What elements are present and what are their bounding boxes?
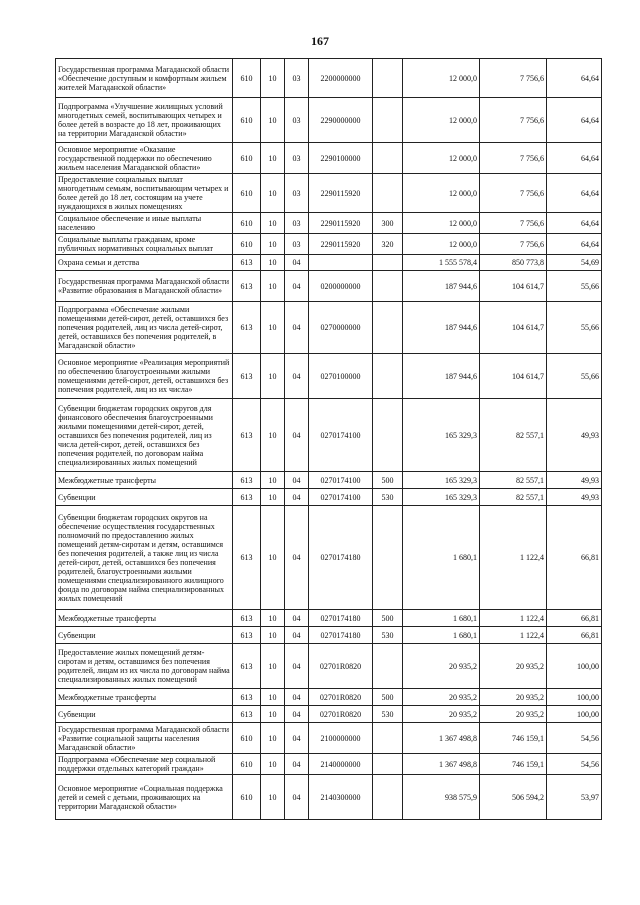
row-section: 10 [261,627,285,644]
row-admin-code: 613 [233,706,261,723]
row-section: 10 [261,213,285,234]
row-expense-type [373,98,403,143]
row-subsection: 04 [285,689,309,706]
row-execution-percent: 55,66 [547,354,602,399]
row-target-article: 02701R0820 [309,644,373,689]
row-expense-type: 320 [373,234,403,255]
row-target-article: 2290115920 [309,174,373,213]
row-execution-percent: 64,64 [547,234,602,255]
row-expense-type [373,302,403,354]
row-admin-code: 613 [233,354,261,399]
row-section: 10 [261,271,285,302]
row-planned-amount: 165 329,3 [403,472,480,489]
row-expense-type [373,399,403,472]
row-admin-code: 610 [233,723,261,754]
row-subsection: 04 [285,302,309,354]
row-subsection: 03 [285,234,309,255]
row-executed-amount: 7 756,6 [480,213,547,234]
row-subsection: 03 [285,213,309,234]
table-row [56,98,602,143]
row-execution-percent: 64,64 [547,174,602,213]
row-subsection: 04 [285,506,309,610]
row-section: 10 [261,98,285,143]
row-admin-code: 610 [233,98,261,143]
row-execution-percent: 64,64 [547,213,602,234]
row-name: Государственная программа Магаданской области «Обеспечение доступным и комфортным жильем жителей Магаданской области» [56,59,233,98]
row-subsection: 04 [285,627,309,644]
row-executed-amount: 104 614,7 [480,354,547,399]
row-subsection: 04 [285,271,309,302]
row-planned-amount: 187 944,6 [403,354,480,399]
row-name: Государственная программа Магаданской области «Развитие образования в Магаданской области» [56,271,233,302]
row-name: Межбюджетные трансферты [56,610,233,627]
row-planned-amount: 165 329,3 [403,399,480,472]
row-expense-type: 530 [373,489,403,506]
row-executed-amount: 850 773,8 [480,255,547,271]
row-execution-percent: 53,97 [547,775,602,820]
row-target-article: 2290115920 [309,213,373,234]
row-target-article: 0270174180 [309,627,373,644]
row-executed-amount: 82 557,1 [480,399,547,472]
row-name: Основное мероприятие «Социальная поддержка детей и семей с детьми, проживающих на территории Магаданской области» [56,775,233,820]
row-expense-type [373,775,403,820]
row-execution-percent: 49,93 [547,399,602,472]
row-name: Межбюджетные трансферты [56,472,233,489]
row-executed-amount: 20 935,2 [480,689,547,706]
row-planned-amount: 12 000,0 [403,234,480,255]
table-row [56,399,602,472]
row-name: Субвенции [56,706,233,723]
row-target-article: 0270100000 [309,354,373,399]
page-number: 167 [311,34,329,48]
row-section: 10 [261,302,285,354]
row-planned-amount: 165 329,3 [403,489,480,506]
table-row [56,174,602,213]
row-execution-percent: 54,56 [547,754,602,775]
row-expense-type [373,354,403,399]
row-executed-amount: 746 159,1 [480,754,547,775]
table-row [56,271,602,302]
table-row [56,489,602,506]
row-subsection: 04 [285,775,309,820]
row-name: Охрана семьи и детства [56,255,233,271]
row-planned-amount: 1 680,1 [403,506,480,610]
row-executed-amount: 7 756,6 [480,174,547,213]
row-executed-amount: 1 122,4 [480,506,547,610]
row-subsection: 04 [285,754,309,775]
row-subsection: 04 [285,255,309,271]
row-expense-type: 500 [373,689,403,706]
row-subsection: 04 [285,472,309,489]
row-admin-code: 613 [233,302,261,354]
row-executed-amount: 1 122,4 [480,610,547,627]
row-expense-type [373,271,403,302]
table-row [56,644,602,689]
row-execution-percent: 54,56 [547,723,602,754]
row-planned-amount: 1 680,1 [403,627,480,644]
row-planned-amount: 12 000,0 [403,59,480,98]
row-subsection: 04 [285,644,309,689]
row-planned-amount: 1 367 498,8 [403,754,480,775]
row-planned-amount: 1 367 498,8 [403,723,480,754]
row-execution-percent: 100,00 [547,644,602,689]
row-expense-type [373,754,403,775]
row-execution-percent: 100,00 [547,706,602,723]
row-execution-percent: 66,81 [547,506,602,610]
row-admin-code: 613 [233,271,261,302]
row-expense-type [373,174,403,213]
row-name: Межбюджетные трансферты [56,689,233,706]
row-name: Подпрограмма «Обеспечение жилыми помещениями детей-сирот, детей, оставшихся без попечения родителей, лиц из числа детей-сирот, детей, оставшихся без попечения родителей, в Магаданской области» [56,302,233,354]
row-section: 10 [261,59,285,98]
row-execution-percent: 54,69 [547,255,602,271]
row-executed-amount: 104 614,7 [480,302,547,354]
row-admin-code: 613 [233,399,261,472]
row-execution-percent: 64,64 [547,59,602,98]
row-admin-code: 610 [233,174,261,213]
row-admin-code: 610 [233,213,261,234]
row-admin-code: 610 [233,754,261,775]
row-section: 10 [261,255,285,271]
row-executed-amount: 82 557,1 [480,472,547,489]
row-expense-type [373,59,403,98]
table-row [56,472,602,489]
row-executed-amount: 7 756,6 [480,234,547,255]
row-target-article: 2290000000 [309,98,373,143]
row-target-article: 0270174180 [309,610,373,627]
table-row [56,506,602,610]
row-admin-code: 613 [233,610,261,627]
row-target-article: 0200000000 [309,271,373,302]
row-section: 10 [261,354,285,399]
budget-table [55,58,602,820]
row-name: Основное мероприятие «Оказание государственной поддержки по обеспечению жильем населения Магаданской области» [56,143,233,174]
row-execution-percent: 66,81 [547,610,602,627]
row-admin-code: 613 [233,472,261,489]
table-row [56,627,602,644]
row-subsection: 03 [285,98,309,143]
row-executed-amount: 1 122,4 [480,627,547,644]
row-section: 10 [261,174,285,213]
row-target-article: 2140300000 [309,775,373,820]
row-target-article [309,255,373,271]
row-executed-amount: 20 935,2 [480,706,547,723]
row-subsection: 03 [285,174,309,213]
row-name: Субвенции [56,627,233,644]
row-section: 10 [261,689,285,706]
row-name: Социальные выплаты гражданам, кроме публичных нормативных социальных выплат [56,234,233,255]
row-planned-amount: 187 944,6 [403,302,480,354]
row-subsection: 04 [285,723,309,754]
row-section: 10 [261,489,285,506]
table-row [56,610,602,627]
row-planned-amount: 1 680,1 [403,610,480,627]
row-target-article: 2100000000 [309,723,373,754]
row-expense-type [373,506,403,610]
row-name: Подпрограмма «Улучшение жилищных условий многодетных семей, воспитывающих четырех и более детей в возрасте до 18 лет, проживающих на территории Магаданской области» [56,98,233,143]
row-executed-amount: 82 557,1 [480,489,547,506]
row-subsection: 04 [285,706,309,723]
row-admin-code: 613 [233,644,261,689]
row-expense-type [373,723,403,754]
table-row [56,723,602,754]
row-section: 10 [261,775,285,820]
table-row [56,689,602,706]
row-execution-percent: 55,66 [547,271,602,302]
row-target-article: 2290115920 [309,234,373,255]
row-subsection: 04 [285,399,309,472]
table-row [56,213,602,234]
table-row [56,354,602,399]
table-row [56,143,602,174]
row-executed-amount: 506 594,2 [480,775,547,820]
row-target-article: 0270174100 [309,489,373,506]
row-target-article: 02701R0820 [309,706,373,723]
row-name: Субвенции бюджетам городских округов на обеспечение осуществления государственных полномочий по предоставлению жилых помещений детям-сиротам и детям, оставшимся без попечения родителей, а также лиц из числа детей-сирот, детей, оставшихся без попечения родителей, благоустроенными жилыми помещениями специализированного жилищного фонда по договорам найма специализированных жилых помещений [56,506,233,610]
row-section: 10 [261,143,285,174]
row-executed-amount: 7 756,6 [480,98,547,143]
row-execution-percent: 49,93 [547,472,602,489]
table-row [56,255,602,271]
row-planned-amount: 938 575,9 [403,775,480,820]
row-admin-code: 610 [233,234,261,255]
row-planned-amount: 20 935,2 [403,644,480,689]
row-execution-percent: 55,66 [547,302,602,354]
row-subsection: 03 [285,143,309,174]
table-row [56,234,602,255]
row-execution-percent: 66,81 [547,627,602,644]
row-name: Подпрограмма «Обеспечение мер социальной поддержки отдельных категорий граждан» [56,754,233,775]
row-executed-amount: 20 935,2 [480,644,547,689]
row-section: 10 [261,610,285,627]
row-execution-percent: 64,64 [547,98,602,143]
row-target-article: 2200000000 [309,59,373,98]
row-executed-amount: 7 756,6 [480,59,547,98]
row-planned-amount: 20 935,2 [403,706,480,723]
row-admin-code: 610 [233,143,261,174]
row-target-article: 0270000000 [309,302,373,354]
row-name: Социальное обеспечение и иные выплаты населению [56,213,233,234]
row-admin-code: 613 [233,689,261,706]
row-expense-type [373,255,403,271]
table-row [56,754,602,775]
row-section: 10 [261,506,285,610]
row-target-article: 2140000000 [309,754,373,775]
row-section: 10 [261,399,285,472]
row-admin-code: 613 [233,489,261,506]
row-planned-amount: 12 000,0 [403,174,480,213]
row-planned-amount: 1 555 578,4 [403,255,480,271]
row-expense-type [373,644,403,689]
row-section: 10 [261,754,285,775]
row-planned-amount: 12 000,0 [403,98,480,143]
row-admin-code: 613 [233,627,261,644]
row-planned-amount: 20 935,2 [403,689,480,706]
row-expense-type: 500 [373,472,403,489]
row-planned-amount: 12 000,0 [403,213,480,234]
row-target-article: 02701R0820 [309,689,373,706]
row-planned-amount: 187 944,6 [403,271,480,302]
row-section: 10 [261,723,285,754]
row-expense-type: 530 [373,706,403,723]
row-admin-code: 613 [233,506,261,610]
row-execution-percent: 100,00 [547,689,602,706]
row-admin-code: 610 [233,59,261,98]
row-name: Субвенции бюджетам городских округов для финансового обеспечения благоустроенными жилыми помещениями детей-сирот, детей, оставшихся без попечения родителей, лиц из числа детей-сирот, детей, оставшихся без попечения родителей, по договорам найма специализированных жилых помещений [56,399,233,472]
row-admin-code: 613 [233,255,261,271]
row-executed-amount: 746 159,1 [480,723,547,754]
row-execution-percent: 64,64 [547,143,602,174]
row-section: 10 [261,644,285,689]
row-subsection: 04 [285,489,309,506]
table-row [56,59,602,98]
table-row [56,775,602,820]
row-target-article: 0270174100 [309,399,373,472]
row-section: 10 [261,706,285,723]
row-section: 10 [261,234,285,255]
row-target-article: 0270174180 [309,506,373,610]
row-name: Предоставление социальных выплат многодетным семьям, воспитывающим четырех и более детей до 18 лет, состоящим на учете нуждающихся в жилых помещениях [56,174,233,213]
table-row [56,706,602,723]
row-name: Основное мероприятие «Реализация мероприятий по обеспечению благоустроенными жилыми помещениями детей-сирот, детей, оставшихся без попечения родителей, лиц из их числа» [56,354,233,399]
row-subsection: 04 [285,610,309,627]
table-row [56,302,602,354]
row-executed-amount: 7 756,6 [480,143,547,174]
row-name: Субвенции [56,489,233,506]
row-execution-percent: 49,93 [547,489,602,506]
row-expense-type: 530 [373,627,403,644]
row-admin-code: 610 [233,775,261,820]
row-name: Предоставление жилых помещений детям-сиротам и детям, оставшимся без попечения родителей, лицам из их числа по договорам найма специализированных жилых помещений [56,644,233,689]
row-planned-amount: 12 000,0 [403,143,480,174]
row-subsection: 04 [285,354,309,399]
row-subsection: 03 [285,59,309,98]
row-executed-amount: 104 614,7 [480,271,547,302]
row-expense-type: 500 [373,610,403,627]
row-expense-type [373,143,403,174]
row-section: 10 [261,472,285,489]
row-name: Государственная программа Магаданской области «Развитие социальной защиты населения Магаданской области» [56,723,233,754]
row-expense-type: 300 [373,213,403,234]
row-target-article: 2290100000 [309,143,373,174]
row-target-article: 0270174100 [309,472,373,489]
